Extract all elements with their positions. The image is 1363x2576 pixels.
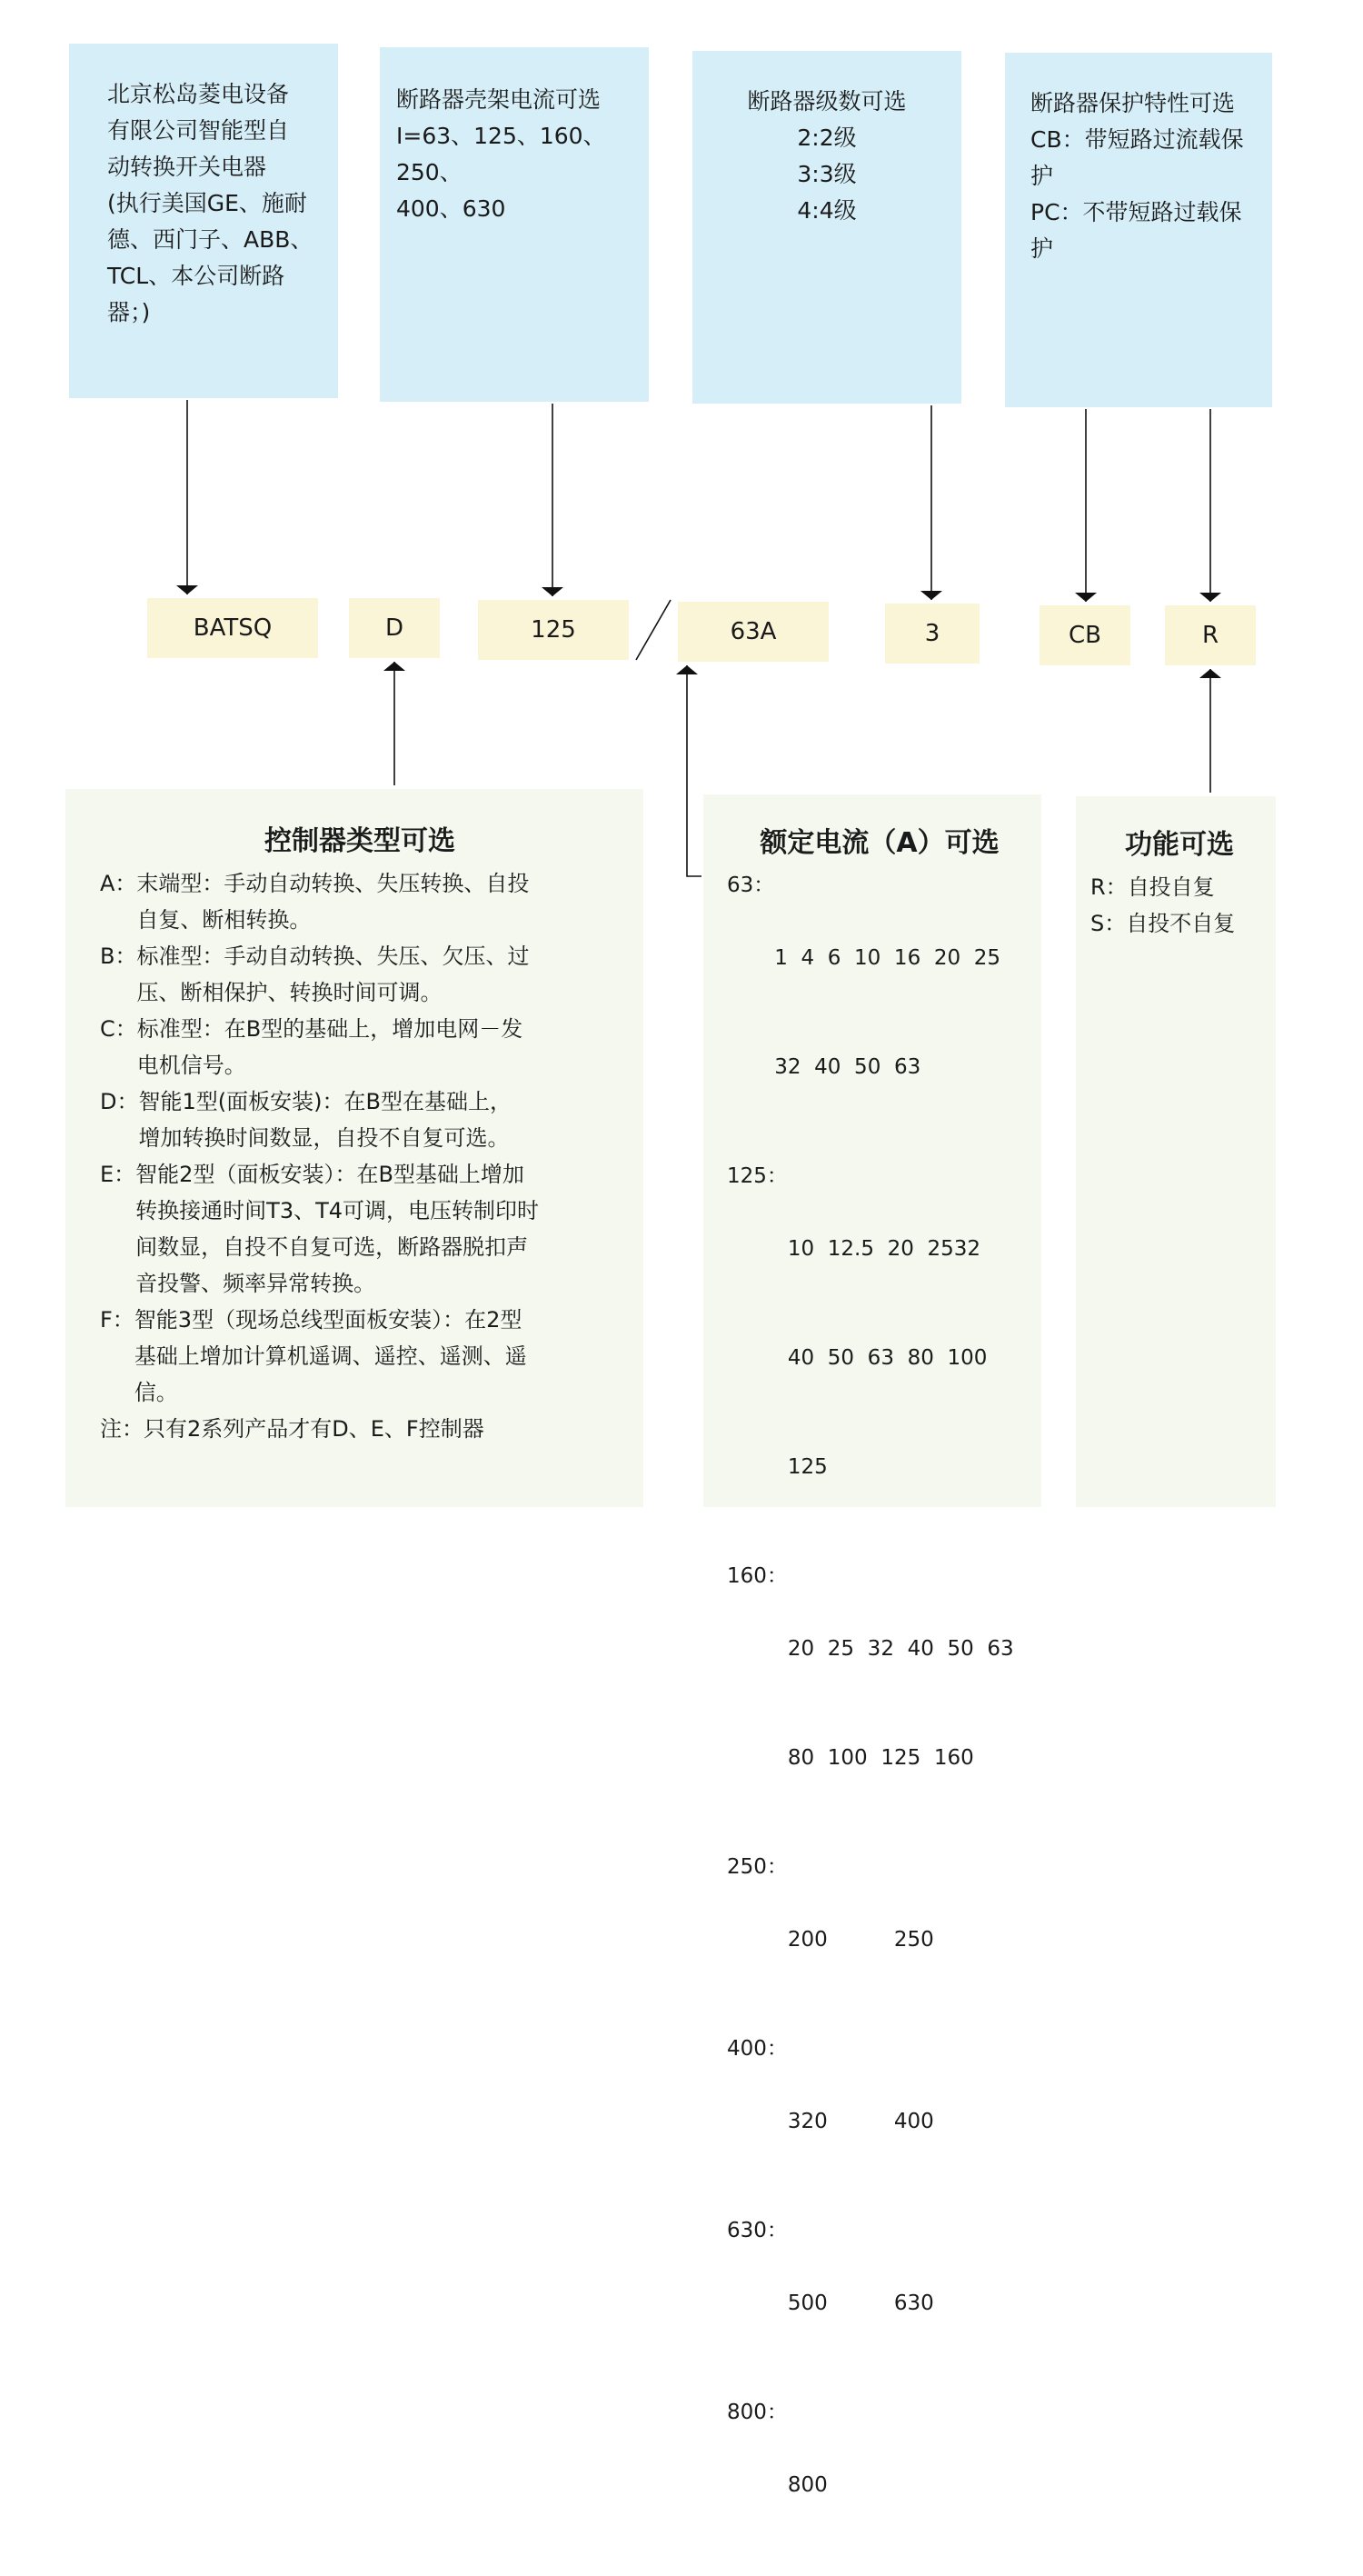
current-panel-title: 额定电流（A）可选 <box>760 827 1000 859</box>
code-rated-current-label: 63A <box>730 618 777 645</box>
current-row-160 <box>727 1558 1032 1849</box>
function-item-text: 自投自复 <box>1127 874 1215 900</box>
current-row-values <box>788 1558 1032 1849</box>
controller-item-text: 标准型：手动自动转换、失压、欠压、过 压、断相保护、转换时间可调。 <box>136 944 530 1005</box>
controller-item-text: 末端型：手动自动转换、失压转换、自投 自复、断相转换。 <box>136 871 530 933</box>
current-row-key: 63： <box>727 874 775 897</box>
controller-item-text: 标准型：在B型的基础上，增加电网－发 电机信号。 <box>136 1016 523 1078</box>
pole-count-text: 断路器级数可选 2:2级 3:3级 4:4级 <box>747 88 907 224</box>
current-row-values <box>788 2212 1032 2394</box>
current-value-line: 20 25 32 40 50 63 <box>787 1637 1014 1661</box>
shell-maker-text: 北京松岛菱电设备 有限公司智能型自 动转换开关电器 (执行美国GE、施耐 德、西门子、ABB、 TCL、本公司断路 器；) <box>107 81 313 325</box>
function-item-text: 自投不自复 <box>1126 911 1236 936</box>
controller-item-key: B： <box>100 944 137 969</box>
current-row-key: 400： <box>727 2037 788 2061</box>
current-row-key: 630： <box>727 2219 788 2242</box>
code-poles-label: 3 <box>924 620 940 647</box>
current-value-line: 320 400 <box>787 2110 934 2133</box>
code-frame-current-label: 125 <box>531 616 576 644</box>
current-row-630 <box>727 2212 1032 2394</box>
current-value-line: 32 40 50 63 <box>774 1055 921 1079</box>
current-value-line: 80 100 125 160 <box>787 1746 974 1770</box>
current-value-line: 500 630 <box>787 2291 934 2315</box>
controller-item-text: 智能3型（现场总线型面板安装）：在2型 基础上增加计算机遥调、遥控、遥测、遥 信。 <box>134 1307 527 1405</box>
protection-text: 断路器保护特性可选 CB：带短路过流载保 护 PC：不带短路过载保 护 <box>1030 90 1244 262</box>
current-row-key: 125： <box>727 1164 788 1188</box>
controller-item-key: D： <box>100 1089 139 1114</box>
controller-item-text: 智能2型（面板安装）：在B型基础上增加 转换接通时间T3、T4可调，电压转制印时 间数显，自投不自复可选，断路器脱扣声 音投警、频率异常转换。 <box>135 1162 540 1296</box>
controller-item-text: 智能1型(面板安装)：在B型在基础上， 增加转换时间数显，自投不自复可选。 <box>138 1089 512 1151</box>
code-controller-label: D <box>384 614 404 642</box>
controller-item-key: F： <box>100 1307 134 1333</box>
controller-item-key: A： <box>100 871 137 896</box>
controller-note: 注：只有2系列产品才有D、E、F控制器 <box>100 1416 484 1442</box>
current-row-400 <box>727 2031 1032 2212</box>
controller-item-key: E： <box>100 1162 136 1187</box>
arrow-current-to-63a <box>687 665 701 876</box>
code-slash-separator <box>636 600 671 660</box>
current-row-values <box>788 2394 1032 2576</box>
code-batsq-label: BATSQ <box>193 614 273 642</box>
current-value-line: 200 250 <box>787 1928 934 1952</box>
current-value-line: 40 50 63 80 100 <box>787 1346 988 1370</box>
current-value-line: 1 4 6 10 16 20 25 <box>774 946 1000 970</box>
current-row-values <box>788 1849 1032 2031</box>
current-row-250 <box>727 1849 1032 2031</box>
current-row-key: 250： <box>727 1855 788 1879</box>
current-value-line: 800 <box>787 2473 828 2497</box>
current-row-key: 800： <box>727 2401 788 2424</box>
controller-item-key: C： <box>100 1016 137 1042</box>
current-value-line: 10 12.5 20 2532 <box>787 1237 981 1261</box>
current-value-line: 125 <box>787 1455 828 1479</box>
current-row-800 <box>727 2394 1032 2576</box>
current-row-values <box>788 2031 1032 2212</box>
code-protection-label: CB <box>1069 622 1101 649</box>
controller-panel-title: 控制器类型可选 <box>264 825 455 857</box>
function-panel-title: 功能可选 <box>1125 829 1234 861</box>
function-item-key: S： <box>1090 911 1127 936</box>
current-row-key: 160： <box>727 1564 788 1588</box>
frame-current-text: 断路器壳架电流可选 I=63、125、160、250、 400、630 <box>396 86 606 222</box>
function-item-key: R： <box>1090 874 1128 900</box>
code-function-label: R <box>1201 622 1219 649</box>
